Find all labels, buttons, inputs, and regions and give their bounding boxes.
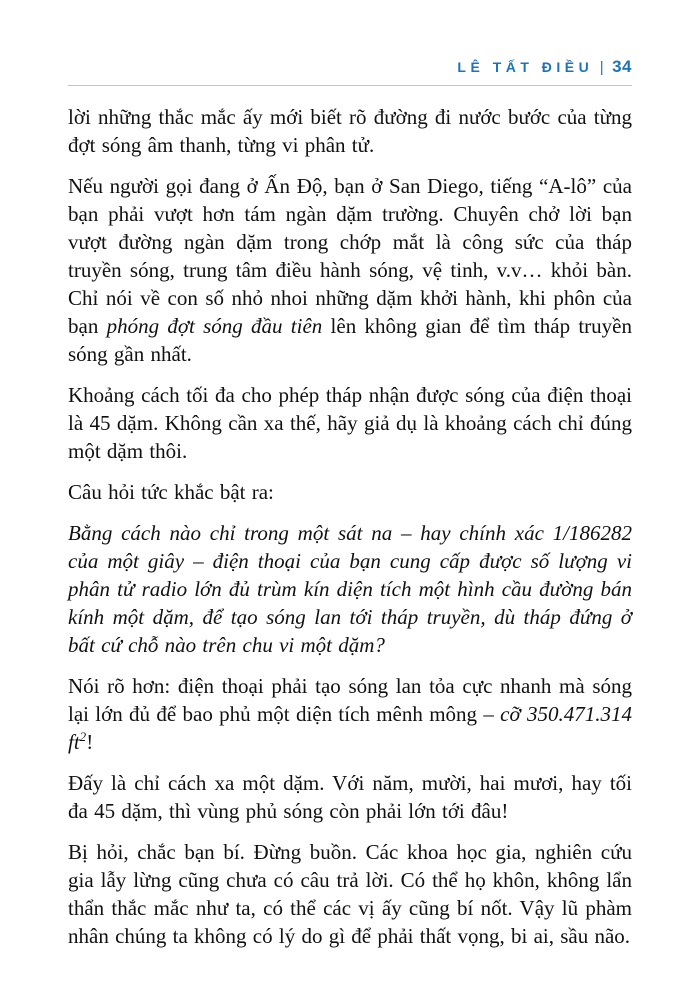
page-number: 34 <box>612 57 632 76</box>
text-run: lên không gian để tìm tháp truyền sóng gần nhất. <box>68 314 632 366</box>
paragraph <box>68 838 632 950</box>
text-run: Khoảng cách tối đa cho phép tháp nhận được sóng của điện thoại là 45 dặm. Không cần xa thế, hãy giả dụ là khoảng cách chỉ đúng một dặm thôi. <box>68 383 632 463</box>
author-name: LÊ TẤT ĐIỀU <box>457 59 594 75</box>
header-rule <box>68 85 632 86</box>
paragraph <box>68 478 632 506</box>
text-run-italic: phóng đợt sóng đầu tiên <box>106 314 323 338</box>
text-run-italic: 2 <box>79 729 87 744</box>
page-header <box>68 57 632 78</box>
text-run-italic: cỡ 350.471.314 ft <box>68 702 632 754</box>
paragraph <box>68 381 632 465</box>
text-run: Nếu người gọi đang ở Ấn Độ, bạn ở San Diego, tiếng “A-lô” của bạn phải vượt hơn tám ngàn dặm trường. Chuyên chở lời bạn vượt đường ngàn dặm trong chớp mắt là công sức của tháp truyền sóng, trung tâm điều hành sóng, vệ tinh, v.v… khỏi bàn. Chỉ nói về con số nhỏ nhoi những dặm khởi hành, khi phôn của bạn <box>68 174 632 338</box>
text-run-italic: Bằng cách nào chỉ trong một sát na – hay chính xác 1/186282 của một giây – điện thoại của bạn cung cấp được số lượng vi phân tử radio lớn đủ trùm kín diện tích một hình cầu đường bán kính một dặm, để tạo sóng lan tới tháp truyền, dù tháp đứng ở bất cứ chỗ nào trên chu vi một dặm? <box>68 521 632 657</box>
text-run: Đấy là chỉ cách xa một dặm. Với năm, mười, hai mươi, hay tối đa 45 dặm, thì vùng phủ sóng còn phải lớn tới đâu! <box>68 771 632 823</box>
paragraph <box>68 172 632 368</box>
text-run: ! <box>86 730 94 754</box>
header-separator: | <box>599 59 604 76</box>
content-column <box>68 0 632 950</box>
page-body <box>68 103 632 950</box>
paragraph <box>68 103 632 159</box>
text-run: lời những thắc mắc ấy mới biết rõ đường đi nước bước của từng đợt sóng âm thanh, từng vi phân tử. <box>68 105 632 157</box>
paragraph <box>68 519 632 659</box>
paragraph <box>68 672 632 756</box>
text-run: Bị hỏi, chắc bạn bí. Đừng buồn. Các khoa học gia, nghiên cứu gia lẫy lừng cũng chưa có câu trả lời. Có thể họ khôn, không lẩn thẩn thắc mắc như ta, có thể các vị ấy cũng bí nốt. Vậy lũ phàm nhân chúng ta không có lý do gì để phải thất vọng, bi ai, sầu não. <box>68 840 632 948</box>
paragraph <box>68 769 632 825</box>
text-run: Nói rõ hơn: điện thoại phải tạo sóng lan tỏa cực nhanh mà sóng lại lớn đủ để bao phủ một diện tích mênh mông – <box>68 674 632 726</box>
text-run: Câu hỏi tức khắc bật ra: <box>68 480 274 504</box>
